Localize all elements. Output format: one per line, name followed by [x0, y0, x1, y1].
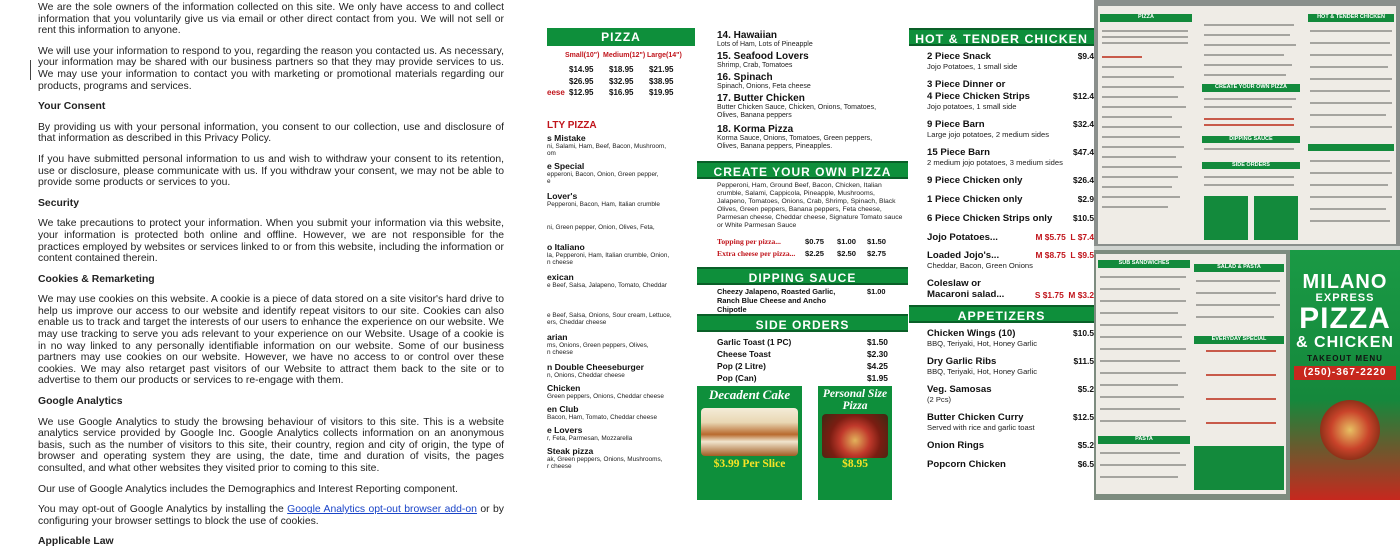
opt-out-text-after: or by configuring your browser settings to block the use of cookies.: [38, 504, 504, 527]
specialty-pizza-header: LTY PIZZA: [547, 120, 597, 131]
item-title: e Lovers: [547, 425, 583, 435]
item-title: Popcorn Chicken: [927, 459, 1006, 470]
appetizer-item: [927, 356, 1094, 376]
side-order-row: [717, 349, 889, 360]
side-order-name: Pop (2 Litre): [717, 361, 766, 371]
medium-price: M $3.2: [1068, 290, 1094, 300]
topping-price-large: $1.50: [867, 237, 887, 246]
item-description: 2 medium jojo potatoes, 3 medium sides: [927, 158, 1063, 167]
heading-google-analytics: Google Analytics: [38, 396, 123, 408]
topping-price-small: $2.25: [805, 249, 825, 258]
chicken-item: [927, 79, 1094, 90]
specialty-pizza-item: [547, 242, 695, 267]
specialty-pizza-item: [547, 332, 695, 357]
opt-out-addon-link[interactable]: Google Analytics opt-out browser add-on: [287, 504, 477, 516]
brand-pizza: PIZZA: [1299, 302, 1391, 335]
brand-takeout-menu: TAKEOUT MENU: [1307, 354, 1383, 363]
cover-pizza-image: [1320, 400, 1380, 460]
hot-tender-chicken-header: HOT & TENDER CHICKEN: [909, 28, 1094, 46]
photo-salad-bar: SALAD & PASTA: [1194, 264, 1284, 272]
privacy-policy-text: [38, 2, 504, 557]
privacy-policy-document: [0, 0, 547, 548]
toppings-list: Pepperoni, Ham, Ground Beef, Bacon, Chicken, Italian crumble, Salami, Cappicola, Pineapple, Mushrooms, Jalapeno, Tomatoes, Onions, Crab, Shrimp, Spinach, Black Olives, Green peppers, Banana peppers, Feta cheese, Parmesan cheese, Cheddar cheese, Signature Tomato sauce or White Parmesan Sauce: [717, 182, 903, 229]
item-description: Large jojo potatoes, 2 medium sides: [927, 130, 1049, 139]
specialty-pizza-item: [547, 383, 695, 400]
item-description: epperoni, Bacon, Onion, Green pepper, e: [547, 171, 659, 186]
brand-express: EXPRESS: [1315, 292, 1375, 304]
promo-title: Decadent Cake: [708, 387, 791, 402]
item-price: $47.4: [1073, 147, 1094, 157]
price-medium: $16.95: [609, 88, 634, 97]
paragraph-opt-out: [38, 504, 504, 527]
pizza-image: [822, 414, 888, 458]
menu-column-chicken: [909, 0, 1094, 500]
chicken-item: [927, 194, 1094, 205]
specialty-pizza-item: [547, 312, 695, 327]
item-title: 9 Piece Chicken only: [927, 175, 1023, 186]
item-price: $10.5: [1073, 213, 1094, 223]
item-description: Cheddar, Bacon, Green Onions: [927, 261, 1033, 270]
item-title: Jojo Potatoes...: [927, 232, 998, 243]
appetizers-header: APPETIZERS: [909, 305, 1094, 323]
brand-phone: (250)-367-2220: [1294, 366, 1396, 380]
item-title: Veg. Samosas: [927, 384, 992, 395]
photo-pizza-bar: PIZZA: [1100, 14, 1192, 22]
promo-price: $3.99 Per Slice: [713, 458, 786, 470]
paragraph-withdraw-consent: If you have submitted personal information to us and wish to withdraw your consent to its retention, use or disclosure, please communicate with us. If you withdraw your consent, we may not be able to provide some products or services to you.: [38, 153, 504, 189]
price-medium: $32.95: [609, 77, 634, 86]
item-title: 14. Hawaiian: [717, 30, 778, 41]
side-order-name: Pop (Can): [717, 373, 757, 383]
appetizer-item: [927, 412, 1094, 432]
specialty-pizza-item: [717, 72, 907, 91]
cake-image: [701, 408, 798, 456]
small-price: S $1.75: [1034, 290, 1064, 300]
photo-chicken-bar: HOT & TENDER CHICKEN: [1308, 14, 1394, 22]
specialty-pizza-item: [717, 93, 907, 120]
item-title: exican: [547, 272, 574, 282]
pizza-price-row: [547, 88, 695, 99]
item-description: Green peppers, Onions, Cheddar cheese: [547, 393, 664, 400]
item-description: BBQ, Teriyaki, Hot, Honey Garlic: [927, 367, 1038, 376]
item-title: Steak pizza: [547, 446, 594, 456]
paragraph-demographics: Our use of Google Analytics includes the Demographics and Interest Reporting component.: [38, 483, 458, 495]
dipping-sauce-list: Cheezy Jalapeno, Roasted Garlic, Ranch Blue Cheese and Ancho Chipotle: [717, 287, 836, 314]
chicken-item: [927, 91, 1094, 111]
specialty-pizza-item: [717, 124, 907, 151]
item-title: arian: [547, 332, 568, 342]
item-price: $32.4: [1073, 119, 1094, 129]
item-description: (2 Pcs): [927, 395, 952, 404]
size-medium-label: Medium(12"): [603, 52, 646, 59]
photo-cake-thumb: [1204, 196, 1248, 240]
large-price: L $9.5: [1070, 250, 1094, 260]
create-your-own-header: CREATE YOUR OWN PIZZA: [697, 161, 908, 179]
price-medium: $18.95: [609, 65, 634, 74]
item-title: s Mistake: [547, 133, 586, 143]
pizza-price-row: [547, 77, 695, 88]
medium-price: M $8.75: [1035, 250, 1066, 260]
specialty-pizza-item: [547, 161, 695, 186]
item-title: Onion Rings: [927, 440, 985, 451]
side-order-price: $1.50: [867, 337, 888, 347]
item-description: e Beef, Salsa, Jalapeno, Tomato, Cheddar: [547, 282, 667, 289]
paragraph-google-analytics: We use Google Analytics to study the browsing behaviour of visitors to this site. This is a website analytics service provided by Google Inc. Google Analytics collects information on an anonymous basis, such as the number of visitors to this site, their country, region and city of origin, the type of browser and operating system they are using, the date, time and duration of visits, the pages consulted, and what other websites they visited prior to coming to this site.: [38, 416, 504, 474]
photo-appetizer-bar: [1308, 144, 1394, 151]
item-price: $12.4: [1073, 91, 1094, 101]
specialty-pizza-item: [547, 362, 695, 379]
item-price: $6.5: [1077, 459, 1094, 469]
topping-price-row: [717, 237, 889, 248]
side-order-name: Garlic Toast (1 PC): [717, 337, 792, 347]
item-description: Served with rice and garlic toast: [927, 423, 1035, 432]
chicken-item: [927, 51, 1094, 71]
menu-column-create-your-own: [697, 0, 908, 500]
coleslaw-item: [927, 278, 1094, 300]
brand-milano: MILANO: [1302, 271, 1388, 293]
side-order-price: $1.95: [867, 373, 888, 383]
item-title: 16. Spinach: [717, 72, 773, 83]
side-order-row: [717, 373, 889, 384]
specialty-pizza-item: [547, 133, 695, 158]
dipping-sauce-price: $1.00: [867, 287, 886, 296]
promo-title: Personal Size Pizza: [822, 388, 888, 412]
side-orders-header: SIDE ORDERS: [697, 314, 908, 332]
item-prices: [1035, 290, 1094, 300]
photo-special-box: [1194, 446, 1284, 490]
side-order-name: Cheese Toast: [717, 349, 771, 359]
photo-everyday-bar: EVERYDAY SPECIAL: [1194, 336, 1284, 344]
size-large-label: Large(14"): [647, 52, 682, 59]
heading-security: Security: [38, 197, 80, 209]
item-title: Dry Garlic Ribs: [927, 356, 997, 367]
side-order-row: [717, 361, 889, 372]
item-description: r, Feta, Parmesan, Mozzarella: [547, 435, 633, 442]
promo-price: $8.95: [842, 458, 868, 470]
specialty-pizza-item: [547, 224, 695, 231]
chicken-item: [927, 147, 1094, 167]
item-description: ni, Green pepper, Onion, Olives, Feta,: [547, 224, 655, 231]
item-description: BBQ, Teriyaki, Hot, Honey Garlic: [927, 339, 1038, 348]
topping-price-row: [717, 249, 889, 260]
specialty-pizza-item: [717, 51, 907, 70]
item-title: o Italiano: [547, 242, 585, 252]
photo-pizza-thumb: [1254, 196, 1298, 240]
large-price: L $7.4: [1070, 232, 1094, 242]
topping-price-small: $0.75: [805, 237, 825, 246]
item-title: 2 Piece Snack: [927, 51, 992, 62]
appetizer-item: [927, 440, 1094, 451]
item-description: Butter Chicken Sauce, Chicken, Onions, Tomatoes, Olives, Banana peppers: [717, 104, 877, 119]
item-description: Korma Sauce, Onions, Tomatoes, Green peppers, Olives, Banana peppers, Pineapples.: [717, 135, 873, 150]
personal-pizza-promo: [818, 386, 892, 500]
menu-photo-inside: [1094, 0, 1400, 246]
chicken-item: [927, 175, 1094, 186]
item-description: la, Pepperoni, Ham, Italian crumble, Onion, n cheese: [547, 252, 670, 267]
specialty-pizza-item: [547, 191, 695, 208]
side-order-price: $4.25: [867, 361, 888, 371]
item-title: Butter Chicken Curry: [927, 412, 1024, 423]
item-description: Shrimp, Crab, Tomatoes: [717, 62, 793, 69]
specialty-pizza-item: [547, 404, 695, 421]
item-description: e Beef, Salsa, Onions, Sour cream, Lettuce, ers, Cheddar cheese: [547, 312, 672, 327]
specialty-pizza-item: [547, 446, 695, 471]
photo-side-bar: SIDE ORDERS: [1202, 162, 1300, 169]
specialty-pizza-item: [547, 272, 695, 289]
item-description: ni, Salami, Ham, Beef, Bacon, Mushroom, om: [547, 143, 666, 158]
topping-label: Topping per pizza...: [717, 237, 781, 246]
item-price: $9.4: [1077, 51, 1094, 61]
item-description: Jojo Potatoes, 1 small side: [927, 62, 1018, 71]
item-prices: [1035, 232, 1094, 242]
item-description: Bacon, Ham, Tomato, Cheddar cheese: [547, 414, 658, 421]
photo-dipping-bar: DIPPING SAUCE: [1202, 136, 1300, 143]
menu-photos: [1094, 0, 1400, 500]
dipping-sauce-header: DIPPING SAUCE: [697, 267, 908, 285]
topping-price-medium: $2.50: [837, 249, 857, 258]
side-order-price: $2.30: [867, 349, 888, 359]
brand-chicken: & CHICKEN: [1296, 334, 1394, 351]
item-title: 9 Piece Barn: [927, 119, 985, 130]
paragraph-ownership: We are the sole owners of the information collected on this site. We only have access to and collect information that you voluntarily give us via email or other direct contact from you. We will not sell or rent this information to anyone.: [38, 2, 504, 37]
item-title: e Special: [547, 161, 585, 171]
item-title: Coleslaw or: [927, 278, 981, 289]
menu-column-pizza: [547, 0, 695, 500]
item-price: $5.2: [1077, 384, 1094, 394]
item-price: $5.2: [1077, 440, 1094, 450]
topping-price-medium: $1.00: [837, 237, 857, 246]
item-title: 4 Piece Chicken Strips: [927, 91, 1030, 102]
side-order-row: [717, 337, 889, 348]
size-small-label: Small(10"): [565, 52, 600, 59]
heading-your-consent: Your Consent: [38, 101, 106, 113]
item-description: ak, Green peppers, Onions, Mushrooms, r cheese: [547, 456, 663, 471]
heading-applicable-law: Applicable Law: [38, 536, 114, 548]
chicken-item: [927, 119, 1094, 139]
item-price: $11.5: [1073, 356, 1094, 366]
item-title: 15. Seafood Lovers: [717, 51, 809, 62]
item-price: $10.5: [1073, 328, 1094, 338]
item-price: $26.4: [1073, 175, 1094, 185]
price-small: $12.95: [569, 88, 594, 97]
pizza-header: PIZZA: [547, 28, 695, 46]
topping-label: Extra cheese per pizza...: [717, 249, 796, 258]
jojo-potatoes-item: [927, 232, 1094, 243]
item-title: 15 Piece Barn: [927, 147, 990, 158]
item-title: 18. Korma Pizza: [717, 124, 794, 135]
topping-price-large: $2.75: [867, 249, 887, 258]
item-description: n, Onions, Cheddar cheese: [547, 372, 625, 379]
opt-out-text-before: You may opt-out of Google Analytics by installing the: [38, 504, 288, 516]
photo-pasta-bar: PASTA: [1098, 436, 1190, 444]
pizza-size-headers: [547, 52, 695, 62]
price-large: $38.95: [649, 77, 674, 86]
chicken-item: [927, 213, 1094, 224]
price-small: $26.95: [569, 77, 594, 86]
item-title: Loaded Jojo's...: [927, 250, 1000, 261]
item-title: en Club: [547, 404, 579, 414]
specialty-pizza-item: [547, 425, 695, 442]
paragraph-security: We take precautions to protect your information. When you submit your information via this website, your information is protected both online and offline. However, we are not responsible for the practices employed by websites or services linked to or from this website, including the information or content contained therein.: [38, 218, 504, 265]
item-description: Pepperoni, Bacon, Ham, Italian crumble: [547, 201, 660, 208]
price-large: $19.95: [649, 88, 674, 97]
item-description: Jojo potatoes, 1 small side: [927, 102, 1017, 111]
item-description: Lots of Ham, Lots of Pineapple: [717, 41, 813, 48]
price-large: $21.95: [649, 65, 674, 74]
item-title: Chicken Wings (10): [927, 328, 1016, 339]
item-description: ms, Onions, Green peppers, Olives, n cheese: [547, 342, 649, 357]
menu-photo-cover: [1094, 250, 1400, 500]
photo-create-bar: CREATE YOUR OWN PIZZA: [1202, 84, 1300, 92]
paragraph-cookies: We may use cookies on this website. A cookie is a piece of data stored on a site visitor's hard drive to help us improve our access to our website and identify repeat visitors to our site. Cookies can also enable us to track and target the interests of our users to enhance the experience on our website. We may use tracking to serve you ads relevant to your experience on our Website. Usage of a cookie is in no way linked to any personally identifiable information on our website. Some of our business partners may use cookies on our website. However, we have no access to or control over these cookies. We may also retarget past visitors of our Website to attract them back to the site or to advertise to them our products or services to re-engage with them.: [38, 294, 504, 387]
medium-price: M $5.75: [1035, 232, 1066, 242]
appetizer-item: [927, 328, 1094, 348]
item-title: 6 Piece Chicken Strips only: [927, 213, 1053, 224]
appetizer-item: [927, 459, 1094, 470]
item-title-line2: Macaroni salad...: [927, 289, 1005, 300]
photo-subs-bar: SUB SANDWICHES: [1098, 260, 1190, 268]
price-small: $14.95: [569, 65, 594, 74]
paragraph-consent: By providing us with your personal information, you consent to our collection, use and disclosure of that information as described in this Privacy Policy.: [38, 121, 504, 145]
heading-cookies: Cookies & Remarketing: [38, 273, 155, 285]
item-title: 1 Piece Chicken only: [927, 194, 1023, 205]
item-price: $2.9: [1077, 194, 1094, 204]
item-price: $12.5: [1073, 412, 1094, 422]
item-title: n Double Cheeseburger: [547, 362, 644, 372]
item-title: Chicken: [547, 383, 581, 393]
item-prices: [1035, 250, 1094, 260]
pizza-price-label: eese: [547, 88, 565, 97]
item-description: Spinach, Onions, Feta cheese: [717, 83, 811, 90]
pizza-price-row: [547, 65, 695, 76]
text-cursor: [30, 60, 31, 80]
specialty-pizza-item: [717, 30, 907, 49]
paragraph-information-use: We will use your information to respond to you, regarding the reason you contacted us. As necessary, your information may be shared with our business partners so that they may provide services to us. We may use your information to contact you with marketing or promotional materials regarding our products, programs and services.: [38, 45, 504, 92]
menu-scan: [547, 0, 1094, 500]
item-title: Lover's: [547, 191, 578, 201]
loaded-jojos-item: [927, 250, 1094, 270]
decadent-cake-promo: [697, 386, 802, 500]
item-title: 3 Piece Dinner or: [927, 79, 1006, 90]
appetizer-item: [927, 384, 1094, 404]
item-title: 17. Butter Chicken: [717, 93, 805, 104]
